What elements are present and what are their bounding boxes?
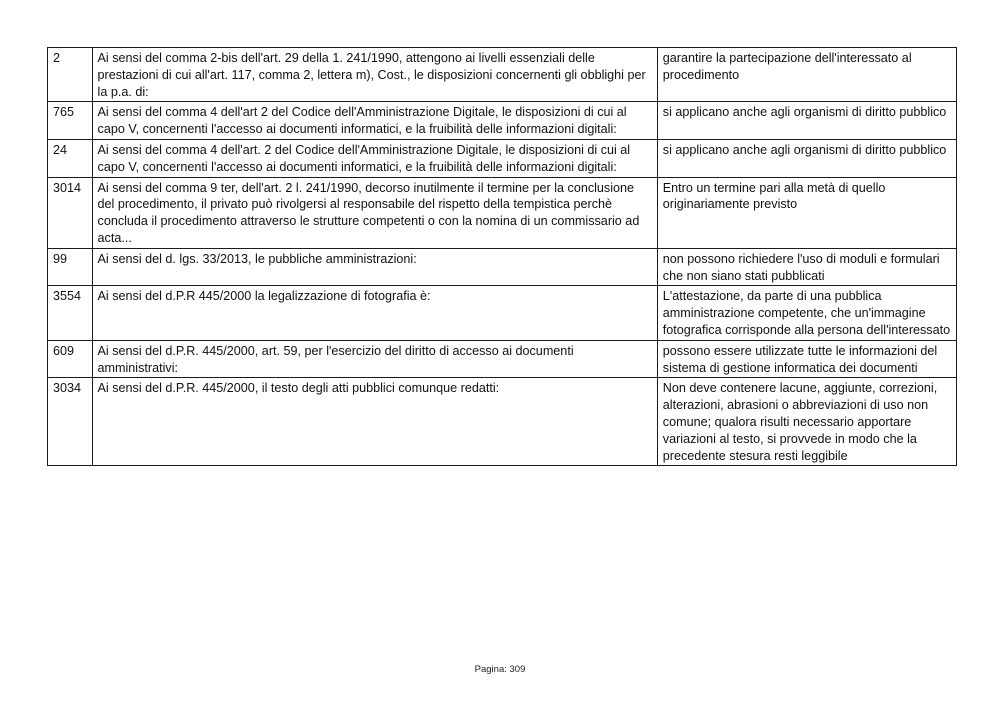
answer-text: Non deve contenere lacune, aggiunte, correzioni, alterazioni, abrasioni o abbreviazioni di uso non comune; qualora risulti necessario apportare variazioni al testo, si provvede in modo che la precedente stesura resti leggibile	[657, 378, 956, 466]
table-row	[48, 286, 957, 340]
question-id: 2	[48, 48, 93, 102]
table-row	[48, 139, 957, 177]
table-row	[48, 102, 957, 140]
table-row	[48, 248, 957, 286]
page-number: Pagina: 309	[474, 664, 526, 675]
question-id: 24	[48, 139, 93, 177]
question-id: 3014	[48, 177, 93, 248]
question-text: Ai sensi del d.P.R 445/2000 la legalizzazione di fotografia è:	[92, 286, 657, 340]
table-row	[48, 340, 957, 378]
table-row	[48, 378, 957, 466]
question-id: 609	[48, 340, 93, 378]
answer-text: non possono richiedere l'uso di moduli e formulari che non siano stati pubblicati	[657, 248, 956, 286]
question-id: 3034	[48, 378, 93, 466]
answer-text: Entro un termine pari alla metà di quello originariamente previsto	[657, 177, 956, 248]
answer-text: possono essere utilizzate tutte le informazioni del sistema di gestione informatica dei documenti	[657, 340, 956, 378]
questions-table	[47, 47, 957, 466]
question-text: Ai sensi del comma 4 dell'art 2 del Codice dell'Amministrazione Digitale, le disposizioni di cui al capo V, concernenti l'accesso ai documenti informatici, e la fruibilità delle informazioni digitali:	[92, 102, 657, 140]
answer-text: garantire la partecipazione dell'interessato al procedimento	[657, 48, 956, 102]
question-id: 99	[48, 248, 93, 286]
question-text: Ai sensi del comma 2-bis dell'art. 29 della 1. 241/1990, attengono ai livelli essenziali delle prestazioni di cui all'art. 117, comma 2, lettera m), Cost., le disposizioni concernenti gli obblighi per la p.a. di:	[92, 48, 657, 102]
table-row	[48, 48, 957, 102]
question-id: 765	[48, 102, 93, 140]
question-text: Ai sensi del d.P.R. 445/2000, art. 59, per l'esercizio del diritto di accesso ai documenti amministrativi:	[92, 340, 657, 378]
answer-text: si applicano anche agli organismi di diritto pubblico	[657, 102, 956, 140]
answer-text: L'attestazione, da parte di una pubblica amministrazione competente, che un'immagine fotografica corrisponde alla persona dell'interessato	[657, 286, 956, 340]
question-text: Ai sensi del d. lgs. 33/2013, le pubbliche amministrazioni:	[92, 248, 657, 286]
question-text: Ai sensi del d.P.R. 445/2000, il testo degli atti pubblici comunque redatti:	[92, 378, 657, 466]
question-text: Ai sensi del comma 4 dell'art. 2 del Codice dell'Amministrazione Digitale, le disposizioni di cui al capo V, concernenti l'accesso ai documenti informatici, e la fruibilità delle informazioni digitali:	[92, 139, 657, 177]
question-text: Ai sensi del comma 9 ter, dell'art. 2 l. 241/1990, decorso inutilmente il termine per la conclusione del procedimento, il privato può rivolgersi al responsabile del rispetto della tempistica perchè concluda il procedimento attraverso le strutture competenti o con la nomina di un commissario ad acta...	[92, 177, 657, 248]
question-id: 3554	[48, 286, 93, 340]
table-row	[48, 177, 957, 248]
answer-text: si applicano anche agli organismi di diritto pubblico	[657, 139, 956, 177]
